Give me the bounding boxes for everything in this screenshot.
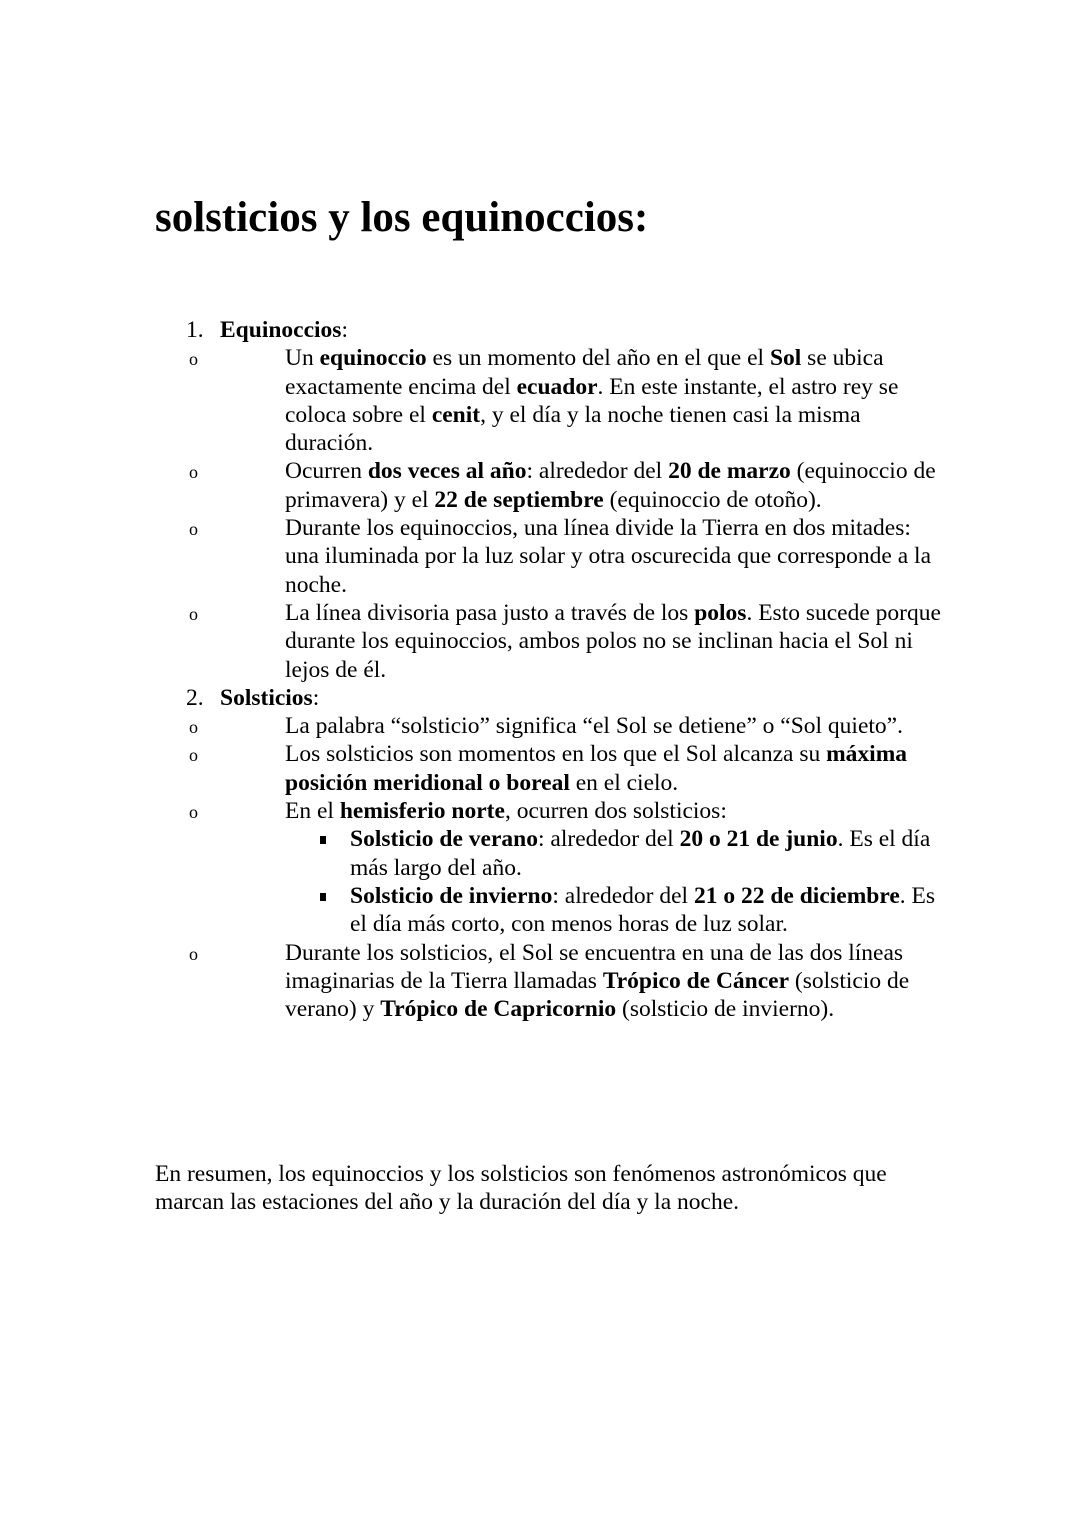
list-item <box>189 514 945 599</box>
text-run: (equinoccio de otoño). <box>603 486 822 513</box>
text-run: Un <box>285 345 320 372</box>
list-item <box>189 344 945 457</box>
section-number: 2. <box>186 684 204 711</box>
section-1 <box>155 316 945 684</box>
text-run: Trópico de Cáncer <box>602 967 790 994</box>
text-run: , y el día y la noche tienen casi la misma duración. <box>285 401 861 457</box>
section-heading <box>186 684 945 712</box>
text-run: : alrededor del <box>526 458 669 485</box>
section-2 <box>155 684 945 1024</box>
text-run: . Esto sucede porque durante los equinoccios, ambos polos no se inclinan hacia el Sol ni lejos de él. <box>285 599 941 683</box>
text-run: ecuador <box>516 373 598 400</box>
text-run: 21 o 22 de diciembre <box>693 882 900 909</box>
text-run: se ubica exactamente encima del <box>285 345 884 400</box>
text-run: : alrededor del <box>538 826 680 853</box>
square-bullet-icon <box>320 836 326 844</box>
sub-list-item <box>285 825 945 882</box>
text-run: , ocurren dos solsticios: <box>504 798 727 825</box>
circle-bullet-icon: o <box>189 717 198 738</box>
list-item <box>189 457 945 514</box>
text-run: La palabra “solsticio” significa “el Sol se detiene” o “Sol quieto”. <box>285 713 903 740</box>
circle-bullet-icon: o <box>189 519 198 540</box>
outline-list <box>155 316 945 1023</box>
text-run: Durante los equinoccios, una línea divide la Tierra en dos mitades: una iluminada por la luz solar y otra oscurecida que corresponde a la noche. <box>285 515 931 598</box>
summary-paragraph: En resumen, los equinoccios y los solsticios son fenómenos astronómicos que marcan las estaciones del año y la duración del día y la noche. <box>155 1161 887 1216</box>
page-title: solsticios y los equinoccios: <box>155 194 649 241</box>
text-run: es un momento del año en el que el <box>426 345 770 372</box>
square-bullet-icon <box>320 893 326 901</box>
sub-list-item <box>285 882 945 939</box>
section-number: 1. <box>186 317 204 343</box>
text-run: En el <box>285 798 340 825</box>
text-run: equinoccio <box>319 345 427 372</box>
text-run: polos <box>694 599 747 626</box>
section-heading <box>186 316 945 344</box>
list-item <box>189 797 945 938</box>
section-heading-colon: : <box>312 684 320 711</box>
text-run: Solsticio de invierno <box>350 882 553 909</box>
circle-bullet-icon: o <box>189 349 198 370</box>
text-run: (solsticio de invierno). <box>616 996 835 1023</box>
text-run: (solsticio de verano) y <box>285 967 910 1023</box>
text-run: : alrededor del <box>552 882 694 909</box>
text-run: Los solsticios son momentos en los que el Sol alcanza su <box>285 741 827 768</box>
text-run: Ocurren <box>285 458 368 485</box>
text-run: en el cielo. <box>569 769 679 796</box>
text-run: . En este instante, el astro rey se coloca sobre el <box>285 373 899 428</box>
text-run: 22 de septiembre <box>434 486 604 513</box>
text-run: cenit <box>431 401 481 428</box>
text-run: Trópico de Capricornio <box>380 996 617 1023</box>
list-item <box>189 740 945 797</box>
text-run: La línea divisoria pasa justo a través de los <box>285 599 695 626</box>
circle-bullet-icon: o <box>189 943 198 964</box>
section-heading-text: Solsticios <box>220 684 313 711</box>
text-run: máxima posición meridional o boreal <box>285 741 908 796</box>
circle-bullet-icon: o <box>189 603 198 624</box>
circle-bullet-icon: o <box>189 462 198 483</box>
section-heading-text: Equinoccios <box>220 317 342 343</box>
text-run: (equinoccio de primavera) y el <box>285 458 936 513</box>
text-run: 20 o 21 de junio <box>679 826 838 853</box>
list-item <box>189 712 945 740</box>
text-run: hemisferio norte <box>339 798 505 825</box>
text-run: 20 de marzo <box>668 458 791 485</box>
text-run: dos veces al año <box>367 458 527 485</box>
text-run: . Es el día más corto, con menos horas de luz solar. <box>350 882 936 938</box>
text-run: Durante los solsticios, el Sol se encuentra en una de las dos líneas imaginarias de la Tierra llamadas <box>285 939 904 994</box>
text-run: Solsticio de verano <box>350 826 538 853</box>
list-item <box>189 599 945 684</box>
section-heading-colon: : <box>341 317 348 343</box>
list-item <box>189 939 945 1024</box>
circle-bullet-icon: o <box>189 802 198 823</box>
circle-bullet-icon: o <box>189 745 198 766</box>
text-run: . Es el día más largo del año. <box>350 826 931 881</box>
text-run: Sol <box>769 345 802 372</box>
